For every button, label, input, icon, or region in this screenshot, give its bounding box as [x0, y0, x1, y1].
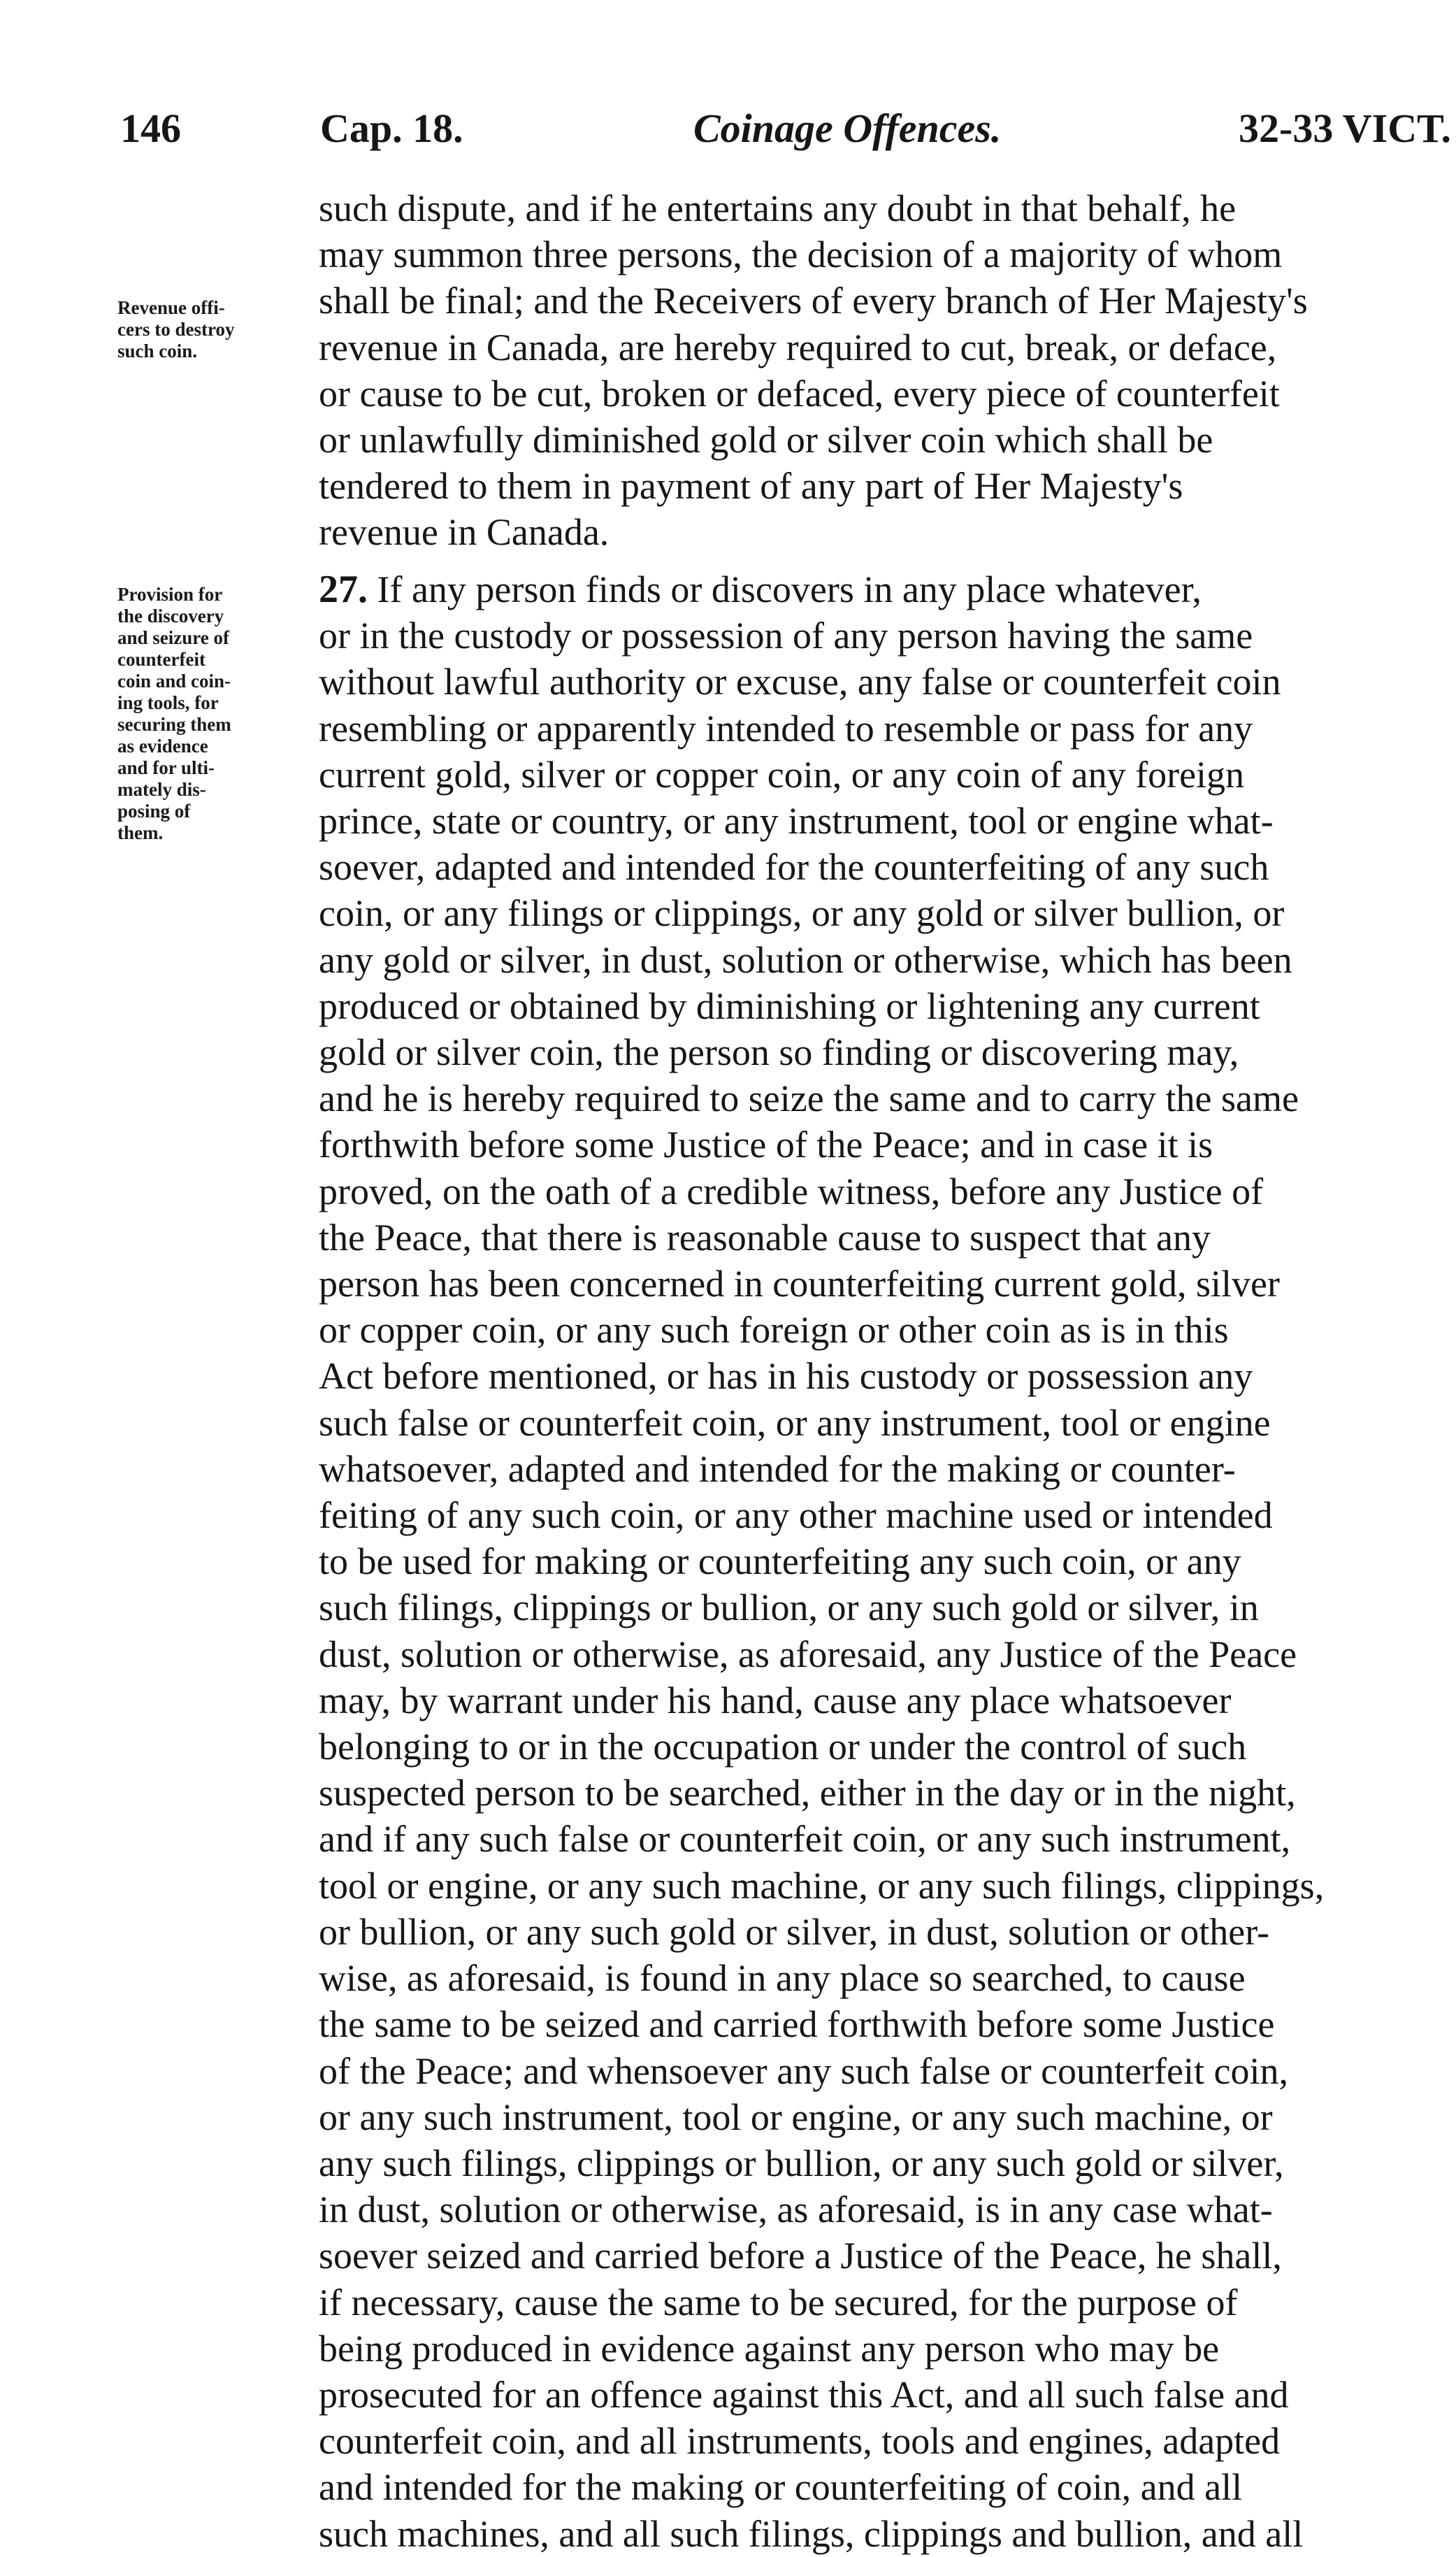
- text-line: resembling or apparently intended to resemble or pass for any: [319, 707, 1253, 750]
- text-line: wise, as aforesaid, is found in any place so searched, to cause: [319, 1957, 1246, 2000]
- text-line: such dispute, and if he entertains any doubt in that behalf, he: [319, 187, 1237, 229]
- text-line: Act before mentioned, or has in his custody or possession any: [319, 1355, 1253, 1398]
- page-number: 146: [120, 106, 181, 151]
- section-first-line: [319, 566, 1373, 613]
- margin-note-line: and for ulti-: [117, 757, 215, 778]
- text-line: or bullion, or any such gold or silver, in dust, solution or other-: [319, 1910, 1270, 1953]
- text-line: tendered to them in payment of any part of Her Majesty's: [319, 465, 1183, 508]
- text-line: forthwith before some Justice of the Peace; and in case it is: [319, 1124, 1213, 1166]
- text-line: current gold, silver or copper coin, or any coin of any foreign: [319, 753, 1245, 796]
- text-line: any such filings, clippings or bullion, or any such gold or silver,: [319, 2142, 1284, 2184]
- text-line: revenue in Canada.: [319, 511, 610, 554]
- text-line: feiting of any such coin, or any other machine used or intended: [319, 1494, 1273, 1537]
- text-line: in dust, solution or otherwise, as aforesaid, is in any case what-: [319, 2189, 1273, 2231]
- margin-note-line: such coin.: [117, 341, 198, 361]
- margin-note-line: mately dis-: [117, 779, 206, 800]
- text-line: the Peace, that there is reasonable cause to suspect that any: [319, 1216, 1211, 1259]
- text-line: such false or counterfeit coin, or any instrument, tool or engine: [319, 1401, 1271, 1444]
- text-line: belonging to or in the occupation or under the control of such: [319, 1726, 1247, 1768]
- text-line: the same to be seized and carried forthwith before some Justice: [319, 2003, 1275, 2046]
- margin-note-revenue-officers: [117, 297, 308, 362]
- margin-note-line: them.: [117, 822, 164, 843]
- margin-note-line: posing of: [117, 801, 191, 822]
- margin-note-line: securing them: [117, 714, 231, 735]
- text-line: such filings, clippings or bullion, or any such gold or silver, in: [319, 1587, 1259, 1629]
- text-line: and if any such false or counterfeit coin, or any such instrument,: [319, 1818, 1291, 1861]
- margin-note-line: cers to destroy: [117, 319, 235, 340]
- text-line: may summon three persons, the decision of a majority of whom: [319, 234, 1283, 276]
- text-line: of the Peace; and whensoever any such false or counterfeit coin,: [319, 2049, 1288, 2092]
- running-title: Coinage Offences.: [693, 106, 1002, 151]
- text-line: person has been concerned in counterfeiting current gold, silver: [319, 1263, 1280, 1305]
- text-line: or cause to be cut, broken or defaced, every piece of counterfeit: [319, 372, 1280, 415]
- text-line: being produced in evidence against any person who may be: [319, 2327, 1220, 2370]
- text-line: to be used for making or counterfeiting any such coin, or any: [319, 1540, 1241, 1583]
- margin-note-line: Revenue offi-: [117, 297, 225, 318]
- text-line: such machines, and all such filings, clippings and bullion, and all: [319, 2512, 1304, 2555]
- text-line: or any such instrument, tool or engine, or any such machine, or: [319, 2096, 1273, 2138]
- margin-note-line: the discovery: [117, 606, 224, 626]
- text-line: or unlawfully diminished gold or silver coin which shall be: [319, 419, 1213, 461]
- text-line: tool or engine, or any such machine, or any such filings, clippings,: [319, 1864, 1325, 1907]
- text-line: shall be final; and the Receivers of every branch of Her Majesty's: [319, 280, 1308, 322]
- margin-note-provision-discovery: [117, 584, 308, 844]
- text-line: and intended for the making or counterfeiting of coin, and all: [319, 2466, 1243, 2509]
- text-line: soever seized and carried before a Justice of the Peace, he shall,: [319, 2235, 1282, 2277]
- margin-note-line: Provision for: [117, 584, 223, 605]
- chapter-label: Cap. 18.: [320, 106, 463, 151]
- text-line: revenue in Canada, are hereby required to cut, break, or deface,: [319, 326, 1277, 368]
- regnal-year: 32-33 VICT.: [1239, 106, 1451, 151]
- text-line: proved, on the oath of a credible witness, before any Justice of: [319, 1170, 1264, 1212]
- section-first-line-text: If any person finds or discovers in any place whatever,: [377, 568, 1202, 610]
- text-line: or copper coin, or any such foreign or other coin as is in this: [319, 1309, 1229, 1352]
- text-line: gold or silver coin, the person so finding or discovering may,: [319, 1031, 1239, 1074]
- text-line: whatsoever, adapted and intended for the making or counter-: [319, 1447, 1236, 1490]
- section-number: 27.: [319, 568, 368, 611]
- text-line: suspected person to be searched, either in the day or in the night,: [319, 1772, 1296, 1814]
- text-line: or in the custody or possession of any person having the same: [319, 615, 1253, 657]
- text-line: produced or obtained by diminishing or lightening any current: [319, 984, 1260, 1027]
- text-line: soever, adapted and intended for the counterfeiting of any such: [319, 846, 1269, 889]
- margin-note-line: as evidence: [117, 736, 208, 757]
- text-line: counterfeit coin, and all instruments, tools and engines, adapted: [319, 2420, 1281, 2463]
- margin-note-line: coin and coin-: [117, 671, 231, 692]
- section-27-paragraph: [319, 566, 1373, 2557]
- running-header: [0, 105, 1456, 168]
- margin-note-line: counterfeit: [117, 649, 206, 670]
- paragraph-continuation: [319, 185, 1373, 556]
- text-line: if necessary, cause the same to be secured, for the purpose of: [319, 2281, 1238, 2323]
- margin-note-line: and seizure of: [117, 627, 229, 648]
- text-line: prosecuted for an offence against this Act, and all such false and: [319, 2373, 1289, 2416]
- text-line: without lawful authority or excuse, any false or counterfeit coin: [319, 661, 1281, 703]
- text-line: and he is hereby required to seize the same and to carry the same: [319, 1077, 1299, 1120]
- text-line: may, by warrant under his hand, cause any place whatsoever: [319, 1679, 1232, 1721]
- text-line: coin, or any filings or clippings, or any gold or silver bullion, or: [319, 892, 1285, 935]
- margin-note-line: ing tools, for: [117, 692, 219, 713]
- text-line: any gold or silver, in dust, solution or otherwise, which has been: [319, 938, 1292, 981]
- text-line: prince, state or country, or any instrument, tool or engine what-: [319, 800, 1274, 843]
- text-line: dust, solution or otherwise, as aforesaid, any Justice of the Peace: [319, 1633, 1297, 1675]
